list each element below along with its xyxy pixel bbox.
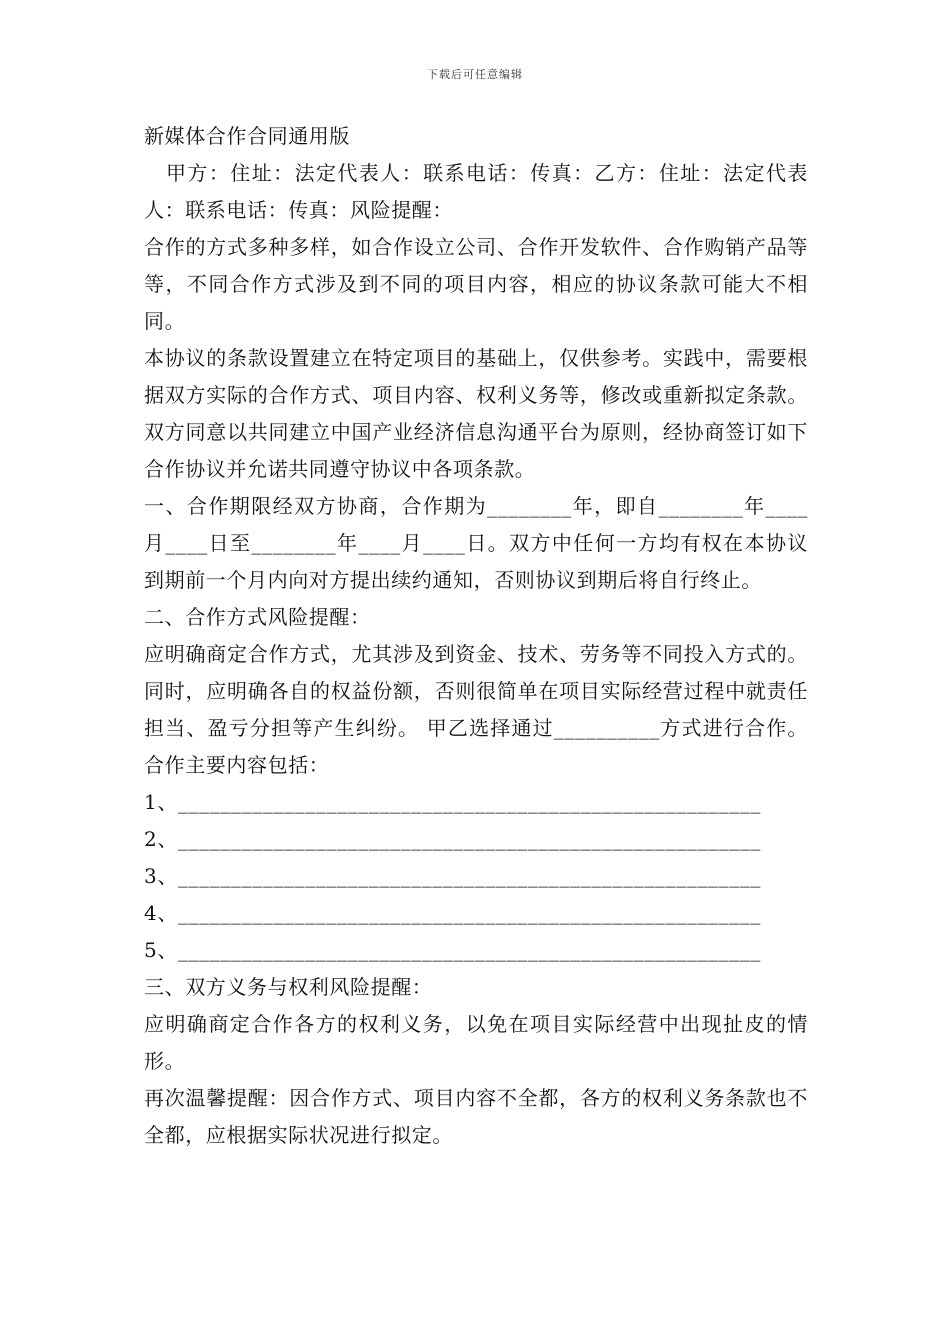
section-three-heading: 三、双方义务与权利风险提醒： [144, 975, 433, 999]
page-header: 下载后可任意编辑 [427, 68, 523, 81]
cooperation-methods-paragraph: 合作的方式多种多样，如合作设立公司、合作开发软件、合作购销产品等等，不同合作方式涉及到不同的项目内容，相应的协议条款可能大不相同。 [144, 235, 808, 333]
agreement-basis-paragraph: 本协议的条款设置建立在特定项目的基础上，仅供参考。实践中，需要根据双方实际的合作方式、项目内容、权利义务等，修改或重新拟定条款。 双方同意以共同建立中国产业经济信息沟通平台为原则，经协商签订如下合作协议并允诺共同遵守协议中各项条款。 [144, 346, 808, 481]
parties-paragraph: 甲方：住址：法定代表人：联系电话：传真：乙方：住址：法定代表人：联系电话：传真：风险提醒： [144, 161, 808, 222]
reminder-paragraph: 再次温馨提醒：因合作方式、项目内容不全都，各方的权利义务条款也不全都，应根据实际状况进行拟定。 [144, 1086, 808, 1147]
rights-obligations-paragraph: 应明确商定合作各方的权利义务，以免在项目实际经营中出现扯皮的情形。 [144, 1012, 808, 1073]
document-title: 新媒体合作合同通用版 [144, 124, 350, 148]
content-item-3: 3、_______________________________________________________ [144, 864, 761, 888]
content-item-2: 2、_______________________________________________________ [144, 827, 761, 851]
section-two-heading: 二、合作方式风险提醒： [144, 605, 371, 629]
cooperation-method-paragraph: 应明确商定合作方式，尤其涉及到资金、技术、劳务等不同投入方式的。同时，应明确各自的权益份额，否则很简单在项目实际经营过程中就责任担当、盈亏分担等产生纠纷。 甲乙选择通过__________方式进行合作。合作主要内容包括： [144, 642, 808, 777]
content-item-4: 4、_______________________________________________________ [144, 901, 761, 925]
document-body [144, 118, 808, 1154]
content-item-1: 1、_______________________________________________________ [144, 790, 761, 814]
content-item-5: 5、_______________________________________________________ [144, 938, 761, 962]
term-clause-paragraph: 一、合作期限经双方协商，合作期为________年，即自________年____月____日至________年____月____日。双方中任何一方均有权在本协议到期前一个月内向对方提出续约通知，否则协议到期后将自行终止。 [144, 494, 808, 592]
